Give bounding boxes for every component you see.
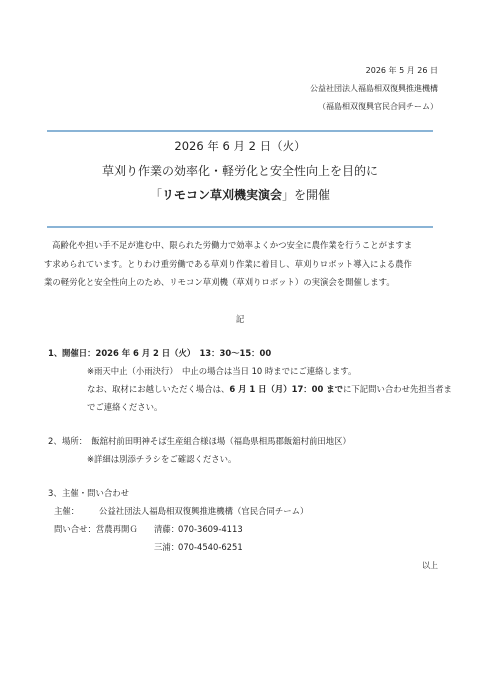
issuer-org: 公益社団法人福島相双復興推進機構 (310, 84, 438, 93)
host-value: 公益社団法人福島相双復興推進機構（官民合同チーム） (99, 506, 309, 516)
item2-location-label: 場所： 飯舘村前田明神そば生産組合様ほ場（福島県相馬郡飯舘村前田地区） (62, 436, 351, 446)
intro-line: 業の軽労化と安全性向上のため、リモコン草刈機（草刈りロボット）の実演会を開催します。 (44, 277, 395, 287)
event-name-open-bracket: 「 (149, 188, 162, 202)
item1-press-note-cont: でご連絡ください。 (87, 402, 163, 412)
press-note-text: なお、取材にお越しいただく場合は、 (87, 384, 230, 394)
item1-rain-note: ※雨天中止（小雨決行） 中止の場合は当日 10 時までにご連絡します。 (87, 366, 357, 376)
title-rule-top (47, 130, 433, 132)
event-name: リモコン草刈機実演会 (161, 188, 282, 202)
contact1-phone: 070-3609-4113 (178, 524, 243, 534)
title-rule-bottom (47, 226, 433, 228)
issue-date: 2026 年 5 月 26 日 (365, 66, 438, 75)
event-name-heading (0, 186, 480, 203)
issuer-team: （福島相双復興官民合同チーム） (318, 102, 438, 111)
item1-date-label: 開催日：2026 年 6 月 2 日（火） 13：30～15：00 (62, 348, 272, 358)
item3-number: 3、 (48, 488, 62, 498)
intro-paragraph (44, 236, 438, 292)
event-date-heading: 2026 年 6 月 2 日（火） (174, 139, 306, 153)
contact2-name: 三浦： (154, 542, 180, 552)
event-name-suffix: 」を開催 (282, 188, 331, 202)
item3-contact-heading: 主催・問い合わせ (62, 488, 129, 498)
press-note-text: に下記問い合わせ先担当者ま (343, 384, 452, 394)
item1-number: 1、 (48, 348, 63, 358)
press-deadline: 6 月 1 日（月）17：00 まで (229, 384, 344, 394)
intro-line: す求められています。とりわけ重労働である草刈り作業に着目し、草刈りロボット導入による農作 (44, 258, 412, 269)
closing-mark: 以上 (422, 561, 438, 570)
item2-flyer-note: ※詳細は別添チラシをご確認ください。 (87, 454, 237, 464)
item1-press-note (87, 385, 452, 393)
contact1-name: 清藤： (154, 524, 180, 534)
item2-number: 2、 (48, 436, 62, 446)
intro-line: 高齢化や担い手不足が進む中、限られた労働力で効率よくかつ安全に農作業を行うことがますま (52, 240, 413, 250)
contact-label: 問い合せ：営農再開Ｇ (54, 524, 138, 534)
contact2-phone: 070-4540-6251 (178, 542, 243, 552)
ki-marker: 記 (235, 314, 245, 324)
event-purpose-heading: 草刈り作業の効率化・軽労化と安全性向上を目的に (101, 164, 378, 178)
host-label: 主催： (54, 506, 80, 516)
